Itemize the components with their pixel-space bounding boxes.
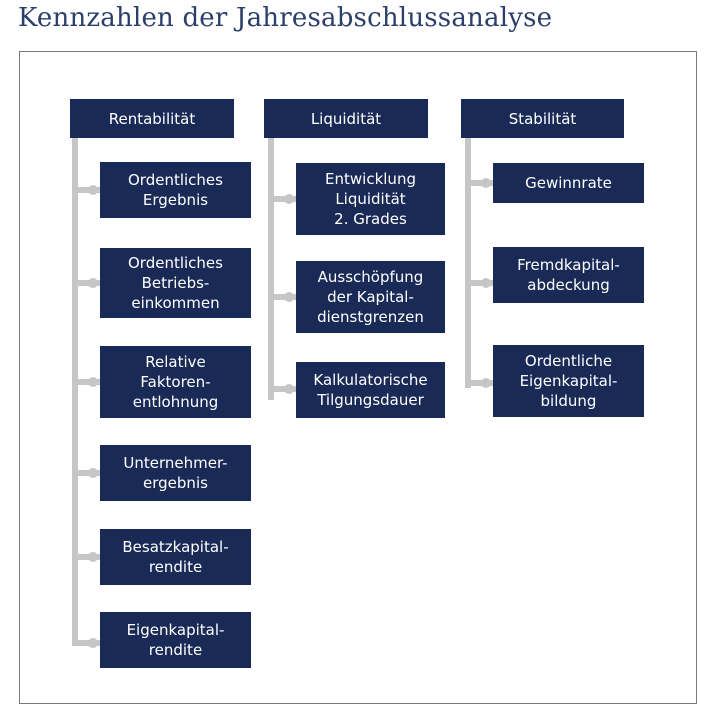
connector-dot [88, 552, 98, 562]
connector-vertical-stabilitaet [465, 138, 471, 388]
item-kalkulatorische-tilgungsdauer: Kalkulatorische Tilgungsdauer [296, 362, 445, 418]
item-ordentliches-betriebseinkommen: Ordentliches Betriebs- einkommen [100, 248, 251, 318]
item-ordentliches-ergebnis: Ordentliches Ergebnis [100, 162, 251, 218]
connector-dot [284, 384, 294, 394]
connector-dot [481, 178, 491, 188]
connector-dot [284, 194, 294, 204]
connector-dot [88, 278, 98, 288]
connector-vertical-rentabilitaet [72, 138, 78, 646]
connector-dot [88, 377, 98, 387]
header-liquiditaet: Liquidität [264, 99, 428, 138]
connector-dot [284, 292, 294, 302]
item-unternehmerergebnis: Unternehmer- ergebnis [100, 445, 251, 501]
connector-dot [88, 185, 98, 195]
header-rentabilitaet: Rentabilität [70, 99, 234, 138]
item-fremdkapitalabdeckung: Fremdkapital- abdeckung [493, 247, 644, 303]
connector-vertical-liquiditaet [268, 138, 274, 400]
item-besatzkapitalrendite: Besatzkapital- rendite [100, 529, 251, 585]
connector-dot [88, 468, 98, 478]
item-relative-faktorenentlohnung: Relative Faktoren- entlohnung [100, 346, 251, 418]
page-title: Kennzahlen der Jahresabschlussanalyse [18, 3, 553, 33]
connector-dot [481, 278, 491, 288]
item-eigenkapitalrendite: Eigenkapital- rendite [100, 612, 251, 668]
item-gewinnrate: Gewinnrate [493, 163, 644, 203]
connector-dot [88, 638, 98, 648]
item-ausschoepfung-kapitaldienstgrenzen: Ausschöpfung der Kapital- dienstgrenzen [296, 261, 445, 333]
item-ordentliche-eigenkapitalbildung: Ordentliche Eigenkapital- bildung [493, 345, 644, 417]
connector-dot [481, 378, 491, 388]
header-stabilitaet: Stabilität [461, 99, 624, 138]
item-entwicklung-liquiditaet: Entwicklung Liquidität 2. Grades [296, 163, 445, 235]
